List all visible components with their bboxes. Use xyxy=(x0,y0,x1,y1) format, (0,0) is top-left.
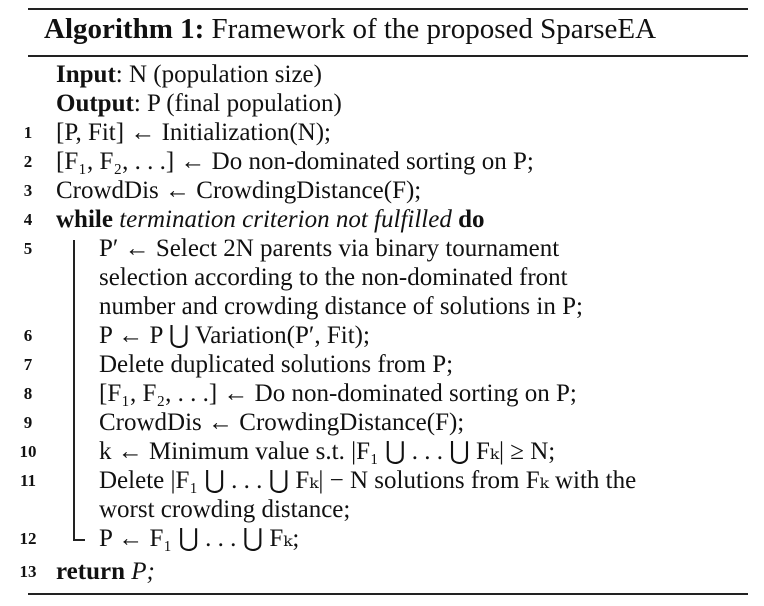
step-7 xyxy=(0,350,764,380)
return-keyword: return xyxy=(56,558,125,585)
while-keyword: while xyxy=(56,206,113,233)
step-text: Delete |F₁ ⋃ . . . ⋃ Fₖ| − N solutions from Fₖ with the xyxy=(99,467,637,494)
input-line xyxy=(0,60,764,90)
step-text: [P, Fit] ← Initialization(N); xyxy=(56,119,331,146)
step-1 xyxy=(0,118,764,148)
loop-condition: termination criterion not fulfilled xyxy=(119,206,452,233)
algorithm-label: Algorithm 1: xyxy=(44,13,205,45)
caption-rule xyxy=(28,55,748,57)
input-keyword: Input xyxy=(56,61,116,88)
step-text: [F₁, F₂, . . .] ← Do non-dominated sorting on P; xyxy=(56,148,534,175)
step-13 xyxy=(0,557,764,587)
step-11 xyxy=(0,466,764,496)
line-number: 8 xyxy=(23,384,33,403)
step-10 xyxy=(0,437,764,467)
step-text: CrowdDis ← CrowdingDistance(F); xyxy=(56,177,422,204)
line-number: 13 xyxy=(19,562,37,581)
step-text: selection according to the non-dominated front xyxy=(99,264,568,291)
line-number: 1 xyxy=(23,123,33,142)
step-6 xyxy=(0,321,764,351)
line-number: 11 xyxy=(19,471,37,490)
step-text: [F₁, F₂, . . .] ← Do non-dominated sorting on P; xyxy=(99,380,577,407)
line-number: 2 xyxy=(23,152,33,171)
line-number: 9 xyxy=(23,413,33,432)
step-text: P; xyxy=(131,558,155,585)
step-5 xyxy=(0,234,764,264)
algorithm-title: Framework of the proposed SparseEA xyxy=(211,13,657,45)
line-number: 7 xyxy=(23,355,33,374)
step-11-continuation xyxy=(0,495,764,525)
step-12 xyxy=(0,524,764,554)
do-keyword: do xyxy=(458,206,485,233)
output-keyword: Output xyxy=(56,90,134,117)
step-5-continuation xyxy=(0,263,764,293)
output-line xyxy=(0,89,764,119)
bottom-rule xyxy=(28,593,748,595)
step-9 xyxy=(0,408,764,438)
step-4 xyxy=(0,205,764,235)
step-text: number and crowding distance of solutions in P; xyxy=(99,293,583,320)
line-number: 6 xyxy=(23,326,33,345)
step-2 xyxy=(0,147,764,177)
step-text: P ← P ⋃ Variation(P′, Fit); xyxy=(99,322,370,349)
step-8 xyxy=(0,379,764,409)
line-number: 10 xyxy=(19,442,37,461)
step-3 xyxy=(0,176,764,206)
output-text: : P (final population) xyxy=(133,90,342,117)
step-text: P′ ← Select 2N parents via binary tournament xyxy=(99,235,560,262)
step-text: P ← F₁ ⋃ . . . ⋃ Fₖ; xyxy=(99,525,300,552)
line-number: 5 xyxy=(23,239,33,258)
step-text: Delete duplicated solutions from P; xyxy=(99,351,454,378)
line-number: 3 xyxy=(23,181,33,200)
step-text: k ← Minimum value s.t. |F₁ ⋃ . . . ⋃ Fₖ| ≥ N; xyxy=(99,438,556,465)
line-number: 12 xyxy=(19,529,37,548)
top-rule xyxy=(28,8,748,10)
algorithm-caption xyxy=(44,13,656,46)
step-text: CrowdDis ← CrowdingDistance(F); xyxy=(99,409,465,436)
step-text: worst crowding distance; xyxy=(99,496,351,523)
line-number: 4 xyxy=(23,210,33,229)
step-5-continuation xyxy=(0,292,764,322)
input-text: : N (population size) xyxy=(115,61,322,88)
